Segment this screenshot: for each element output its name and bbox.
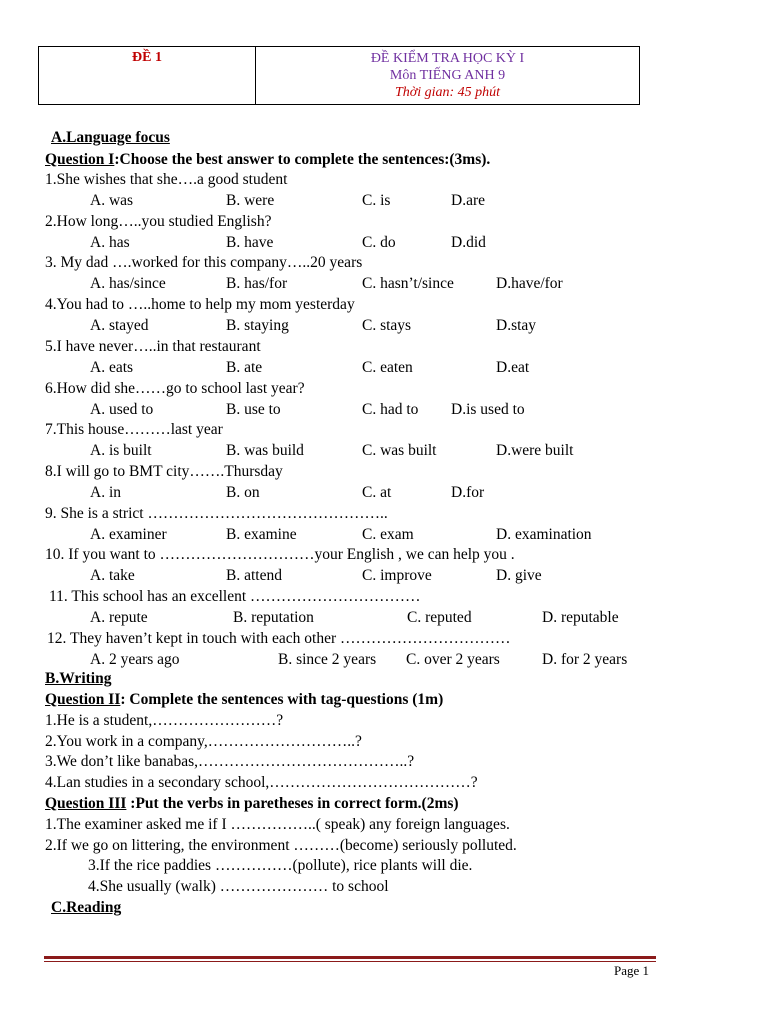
answer-option-a: A. eats [90,359,134,376]
answer-option-a: A. repute [90,609,148,626]
answer-option-a: A. take [90,567,135,584]
section-a-heading: A.Language focus [51,129,170,146]
section-c-heading: C.Reading [51,899,122,916]
answer-option-c: C. had to [362,401,419,418]
answer-option-c: C. eaten [362,359,413,376]
question-2-item: 3.We don’t like banabas,…………………………………..? [45,753,415,770]
answer-option-c: C. exam [362,526,414,543]
footer-rule-thin [44,961,656,962]
answer-option-c: C. do [362,234,396,251]
answer-option-d: D. reputable [542,609,619,626]
answer-option-c: C. is [362,192,391,209]
answer-option-a: A. was [90,192,134,209]
answer-option-c: C. reputed [407,609,472,626]
answer-option-b: B. reputation [233,609,314,626]
answer-option-b: B. has/for [226,275,288,292]
answer-option-c: C. over 2 years [406,651,500,668]
question-2-item: 1.He is a student,……………………? [45,712,284,729]
question-3-item: 4.She usually (walk) ………………… to school [88,878,389,895]
answer-option-a: A. has/since [90,275,166,292]
question-1-stem: 11. This school has an excellent …………………………… [49,588,421,605]
answer-option-d: D.were built [496,442,574,459]
footer-rule [44,956,656,959]
question-1-stem: 7.This house………last year [45,421,223,438]
answer-option-c: C. stays [362,317,412,334]
question-1-heading [45,150,490,170]
question-3-item: 3.If the rice paddies ……………(pollute), rice plants will die. [88,857,473,874]
question-3-item: 2.If we go on littering, the environment ………(become) seriously polluted. [45,837,517,854]
answer-option-b: B. ate [226,359,263,376]
answer-option-a: A. 2 years ago [90,651,180,668]
answer-option-a: A. in [90,484,121,501]
exam-title-cell [256,47,640,105]
answer-option-b: B. attend [226,567,282,584]
answer-option-d: D.is used to [451,401,525,418]
answer-option-b: B. have [226,234,274,251]
answer-option-d: D. examination [496,526,592,543]
answer-option-c: C. improve [362,567,432,584]
question-1-stem: 10. If you want to …………………………your English , we can help you . [45,546,515,563]
answer-option-b: B. was build [226,442,304,459]
question-3-item: 1.The examiner asked me if I ……………..( speak) any foreign languages. [45,816,510,833]
question-1-stem: 1.She wishes that she….a good student [45,171,288,188]
question-1-stem: 12. They haven’t kept in touch with each other …………………………… [47,630,511,647]
answer-option-c: C. hasn’t/since [362,275,454,292]
exam-title: ĐỀ KIỂM TRA HỌC KỲ I [370,51,525,66]
section-b-heading: B.Writing [45,670,112,687]
question-1-instruction: :Choose the best answer to complete the sentences:(3ms). [114,151,491,168]
answer-option-d: D.stay [496,317,537,334]
answer-option-a: A. has [90,234,130,251]
question-3-heading [45,794,459,814]
question-3-instruction: :Put the verbs in paretheses in correct form.(2ms) [126,795,459,812]
question-1-stem: 3. My dad ….worked for this company…..20 years [45,254,363,271]
answer-option-a: A. is built [90,442,152,459]
question-2-heading [45,690,443,710]
answer-option-c: C. at [362,484,392,501]
question-1-stem: 6.How did she……go to school last year? [45,380,305,397]
exam-code-cell [39,47,256,105]
question-2-instruction: : Complete the sentences with tag-questions (1m) [120,691,444,708]
question-2-item: 4.Lan studies in a secondary school,…………………………………? [45,774,478,791]
question-2-item: 2.You work in a company,………………………..? [45,733,362,750]
question-3-label: Question III [45,795,127,812]
answer-option-b: B. since 2 years [278,651,377,668]
answer-option-a: A. stayed [90,317,149,334]
answer-option-d: D.for [451,484,485,501]
answer-option-d: D. give [496,567,542,584]
exam-header-table [38,46,640,105]
answer-option-a: A. used to [90,401,154,418]
answer-option-d: D.are [451,192,485,209]
question-1-stem: 2.How long…..you studied English? [45,213,272,230]
page-number: Page 1 [614,963,650,978]
exam-time: Thời gian: 45 phút [394,85,501,100]
answer-option-c: C. was built [362,442,437,459]
question-1-stem: 5.I have never…..in that restaurant [45,338,261,355]
answer-option-d: D.have/for [496,275,563,292]
answer-option-b: B. staying [226,317,289,334]
exam-code: ĐỀ 1 [132,50,162,65]
answer-option-d: D. for 2 years [542,651,628,668]
answer-option-d: D.did [451,234,486,251]
question-1-label: Question I [45,151,115,168]
question-1-stem: 8.I will go to BMT city…….Thursday [45,463,283,480]
answer-option-b: B. on [226,484,260,501]
answer-option-b: B. use to [226,401,281,418]
answer-option-b: B. were [226,192,275,209]
question-1-stem: 9. She is a strict ……………………………………….. [45,505,388,522]
answer-option-b: B. examine [226,526,297,543]
answer-option-a: A. examiner [90,526,167,543]
answer-option-d: D.eat [496,359,530,376]
exam-subject: Môn TIẾNG ANH 9 [389,68,506,83]
question-1-stem: 4.You had to …..home to help my mom yesterday [45,296,355,313]
question-2-label: Question II [45,691,121,708]
